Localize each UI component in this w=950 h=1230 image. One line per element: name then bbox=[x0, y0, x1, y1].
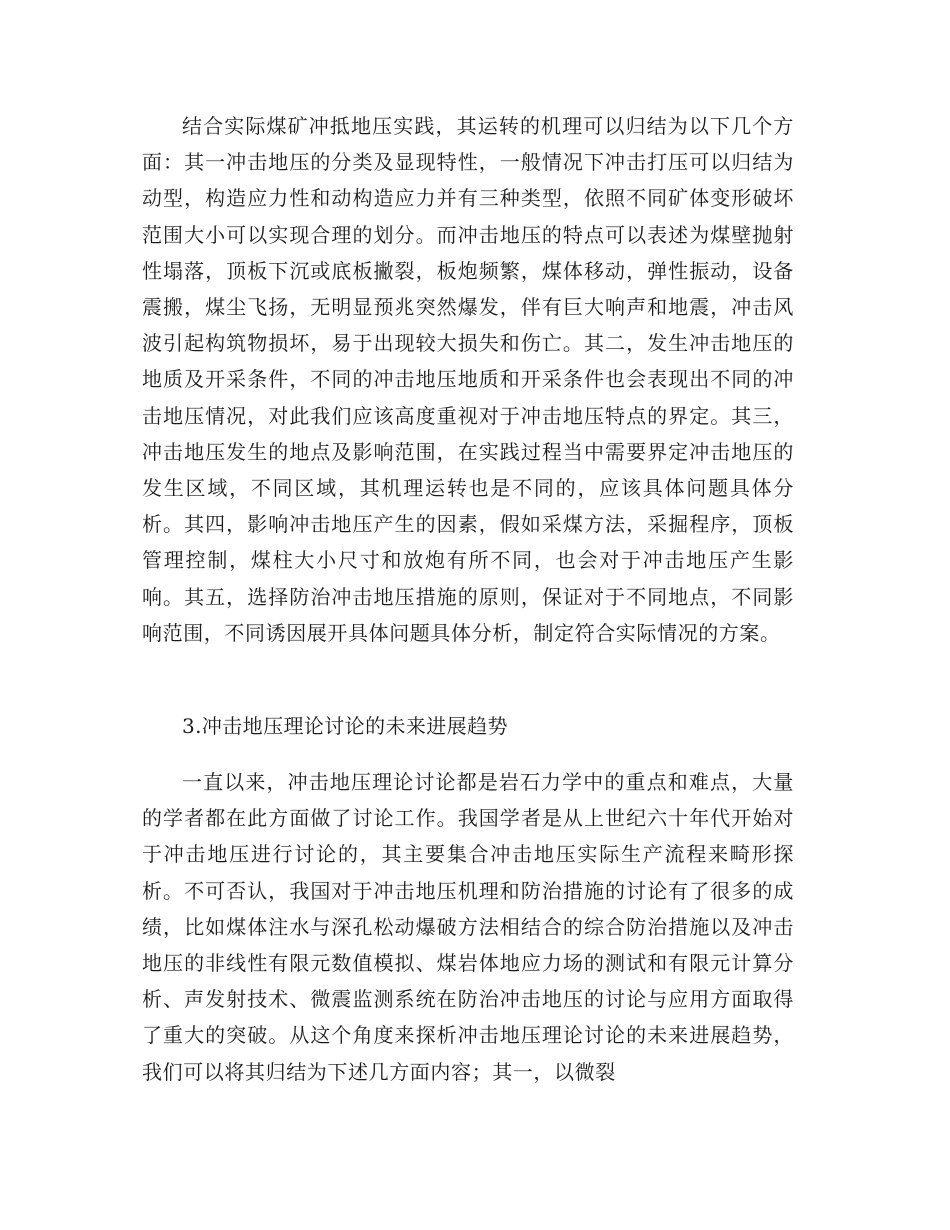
paragraph-future-trends: 一直以来，冲击地压理论讨论都是岩石力学中的重点和难点，大量的学者都在此方面做了讨论工作。我国学者是从上世纪六十年代开始对于冲击地压进行讨论的，其主要集合冲击地压实际生产流程来畸形探析。不可否认，我国对于冲击地压机理和防治措施的讨论有了很多的成绩，比如煤体注水与深孔松动爆破方法相结合的综合防治措施以及冲击地压的非线性有限元数值模拟、煤岩体地应力场的测试和有限元计算分析、声发射技术、微震监测系统在防治冲击地压的讨论与应用方面取得了重大的突破。从这个角度来探析冲击地压理论讨论的未来进展趋势，我们可以将其归结为下述几方面内容；其一，以微裂 bbox=[142, 770, 794, 1084]
document-body bbox=[142, 108, 794, 1090]
paragraph-mechanism: 结合实际煤矿冲抵地压实践，其运转的机理可以归结为以下几个方面：其一冲击地压的分类及显现特性，一般情况下冲击打压可以归结为动型，构造应力性和动构造应力并有三种类型，依照不同矿体变形破坏范围大小可以实现合理的划分。而冲击地压的特点可以表述为煤壁抛射性塌落，顶板下沉或底板撇裂，板炮频繁，煤体移动，弹性振动，设备震搬，煤尘飞扬，无明显预兆突然爆发，伴有巨大响声和地震，冲击风波引起构筑物损坏，易于出现较大损失和伤亡。其二，发生冲击地压的地质及开采条件，不同的冲击地压地质和开采条件也会表现出不同的冲击地压情况，对此我们应该高度重视对于冲击地压特点的界定。其三，冲击地压发生的地点及影响范围，在实践过程当中需要界定冲击地压的发生区域，不同区域，其机理运转也是不同的，应该具体问题具体分析。其四，影响冲击地压产生的因素，假如采煤方法，采掘程序，顶板管理控制，煤柱大小尺寸和放炮有所不同，也会对于冲击地压产生影响。其五，选择防治冲击地压措施的原则，保证对于不同地点，不同影响范围，不同诱因展开具体问题具体分析，制定符合实际情况的方案。 bbox=[142, 114, 794, 645]
section-heading: 3.冲击地压理论讨论的未来进展趋势 bbox=[182, 714, 508, 738]
